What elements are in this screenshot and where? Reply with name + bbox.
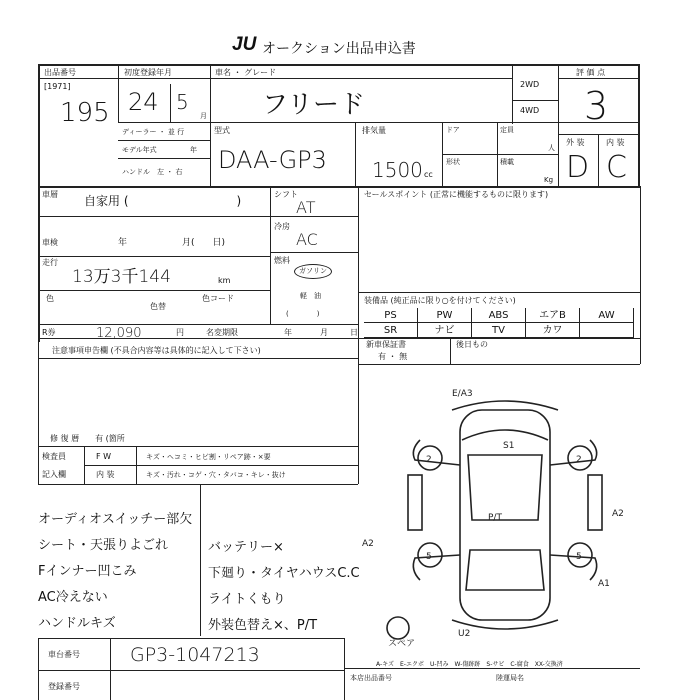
wd4: 4WD [520,106,540,115]
shift-value: AT [296,198,316,217]
diag-label-ea3: E/A3 [452,389,473,399]
chassis-value: GP3-1047213 [130,644,260,666]
meigi-y: 年 [284,328,292,337]
type-label: 型式 [214,126,230,135]
damage-legend: A-キズ E-エクボ U-凹み W-傷跡跡 S-サビ C-腐食 XX-交換済 [376,661,563,668]
warranty-label: 新車保証書 [366,340,406,349]
ext-grade: D [566,150,590,185]
int-grade: C [606,150,627,185]
load-label: 積載 [500,158,514,166]
handwritten-note: Fインナー凹こみ [38,564,137,579]
grade-value: 3 [584,84,609,128]
color-num-label: 色替 [150,302,166,311]
shaken-year: 年 [118,238,128,248]
disp-unit: cc [424,170,433,179]
equip-cell: カワ [526,323,580,338]
cap-label: 定員 [500,126,514,134]
mileage-unit: km [218,276,231,285]
diag-label-spare: スペア [388,639,416,649]
color-row-label: 車層 [42,190,58,199]
ext-label: 外 装 [566,138,585,147]
shaken-label: 車検 [42,238,58,247]
equip-title: 装備品 (純正品に限り○を付けてください) [364,296,516,305]
fuel-paren: ( ) [286,310,320,318]
equipment-grid [364,308,640,338]
lot-small: [1971] [44,82,71,91]
equip-cell: PS [364,308,418,323]
grade-label: 評 価 点 [576,68,606,77]
recycle-value: 12,090 [96,326,142,341]
diag-label-5-left: 5 [426,552,432,562]
dealer-label: ディーラー ・ 並 行 [122,128,185,136]
inspect-label1: 検査員 [42,452,66,461]
reg-year: 24 [128,88,159,116]
warranty-extra: 後日もの [456,340,488,349]
handwritten-note: ライトくもり [208,592,286,607]
diag-label-a1: A1 [598,579,610,589]
color-label: 色 [46,294,54,303]
mileage-value: 13万3千144 [72,267,171,287]
color-row-value: 自家用 ( ) [84,194,242,208]
inspect-naiso: 内 装 [96,470,115,479]
handwritten-note: バッテリー× [208,540,284,555]
inspect-line2: キズ・汚れ・コゲ・穴・タバコ・キレ・抜け [146,471,286,479]
meigi-d: 日 [350,328,358,337]
equip-cell: ABS [472,308,526,323]
inspect-line1: キズ・ヘコミ・ヒビ割・リペア跡・×要 [146,453,271,461]
footer-right: 陸運局名 [496,674,524,682]
equip-cell: AW [580,308,634,323]
handwritten-note: オーディオスイッチー部欠 [38,512,193,527]
meigi-label: 名変期限 [206,328,238,337]
inspect-fw: F W [96,452,112,461]
diag-label-2-left: 2 [426,455,432,465]
reg-label: 初度登録年月 [124,68,172,77]
lot-label: 出品番号 [44,68,76,77]
car-name-label: 車名 ・ グレード [215,68,277,77]
cap-unit: 人 [548,144,555,152]
int-label: 内 装 [606,138,625,147]
recycle-label: R券 [42,328,56,337]
disp-label: 排気量 [362,126,386,135]
equip-cell: エアB [526,308,580,323]
type-value: DAA-GP3 [218,146,327,174]
reg-month: 5 [176,90,189,114]
door-label: ドア [446,126,460,134]
fuel-label: 燃料 [274,256,290,265]
diag-label-u2: U2 [458,629,471,639]
equip-cell: PW [418,308,472,323]
shift-label: シフト [274,190,298,199]
form-title: オークション出品申込書 [262,41,416,57]
inspect-label2: 記入欄 [42,470,66,479]
shaken-month: 月( 日) [182,238,226,248]
equip-cell: SR [364,323,418,338]
equip-cell [580,323,634,338]
ac-label: 冷房 [274,222,290,231]
diag-label-5-right: 5 [576,552,582,562]
diag-label-2-right: 2 [576,455,582,465]
shape-label: 形状 [446,158,460,166]
sales-title: セールスポイント (正常に機能するものに限ります) [364,190,549,199]
handwritten-note: AC冷えない [38,590,108,605]
wd2: 2WD [520,80,540,89]
diag-label-pt: P/T [488,513,502,523]
recycle-unit: 円 [176,328,184,337]
diag-label-a2-right: A2 [612,509,624,519]
car-name: フリード [262,90,365,120]
disp-value: 1500 [372,158,423,182]
repair-label: 修 復 暦 有 (箇所 [50,434,125,443]
handwritten-note: 外装色替え×、P/T [208,618,318,633]
diag-label-s1: S1 [503,441,515,451]
footer-left: 本店出品番号 [350,674,392,682]
car-damage-diagram [360,380,660,650]
reg-month-unit: 月 [200,112,207,120]
equip-cell: ナビ [418,323,472,338]
handwritten-note: 下廻り・タイヤハウスC.C [208,566,360,581]
handwritten-note: ハンドルキズ [38,616,116,631]
equip-cell: TV [472,323,526,338]
model-year-unit: 年 [190,146,197,154]
fuel-gasoline: ガソリン [294,264,332,279]
notes-title: 注意事項申告欄 (不具合内容等は具体的に記入して下さい) [52,346,261,355]
lot-number: 195 [60,98,110,128]
ac-value: AC [296,230,318,249]
color-code-label: 色コード [202,294,234,303]
mileage-label: 走行 [42,258,58,267]
warranty-opts: 有 ・ 無 [378,352,408,361]
diag-label-a2-left: A2 [362,539,374,549]
meigi-m: 月 [320,328,328,337]
plate-label: 登録番号 [48,682,80,691]
handle-label: ハンドル 左 ・ 右 [122,168,183,176]
handwritten-note: シート・天張りよごれ [38,538,169,553]
model-year-label: モデル年式 [122,146,157,154]
ju-logo: JU [232,34,257,55]
chassis-label: 車台番号 [48,650,80,659]
fuel-diesel: 軽 油 [300,292,321,300]
load-unit: Kg [544,176,554,184]
